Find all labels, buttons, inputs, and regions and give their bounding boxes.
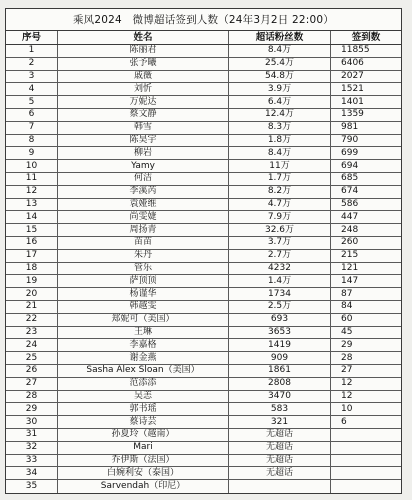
header-fans: 超话粉丝数 xyxy=(229,31,331,44)
cell-fans: 8.3万 xyxy=(229,122,331,134)
cell-checkins: 29 xyxy=(341,339,353,350)
table-row xyxy=(6,467,401,480)
cell-checkins xyxy=(331,455,401,467)
cell-no: 26 xyxy=(6,365,58,377)
table-row xyxy=(6,109,401,122)
cell-fans: 2.7万 xyxy=(229,250,331,262)
cell-fans: 11万 xyxy=(229,160,331,172)
cell-checkins xyxy=(331,467,401,479)
cell-fans: 12.4万 xyxy=(229,109,331,121)
table-row xyxy=(6,455,401,468)
cell-fans: 909 xyxy=(229,352,331,364)
cell-name: 韩越雯 xyxy=(58,301,229,313)
table-row xyxy=(6,237,401,250)
cell-fans: 25.4万 xyxy=(229,58,331,70)
table-row xyxy=(6,224,401,237)
cell-name: 郭书瑶 xyxy=(58,403,229,415)
cell-fans: 8.4万 xyxy=(229,147,331,159)
cell-name: 陈昊宇 xyxy=(58,135,229,147)
table-row xyxy=(6,275,401,288)
cell-checkins: 87 xyxy=(341,288,353,299)
cell-no: 9 xyxy=(6,147,58,159)
table-row xyxy=(6,314,401,327)
cell-checkins: 2027 xyxy=(341,70,364,81)
cell-no: 21 xyxy=(6,301,58,313)
cell-fans: 3470 xyxy=(229,391,331,403)
cell-checkins: 6 xyxy=(341,416,347,427)
cell-checkins: 27 xyxy=(341,365,353,376)
cell-no: 12 xyxy=(6,186,58,198)
cell-name: 陈丽君 xyxy=(58,45,229,57)
cell-fans: 1.8万 xyxy=(229,135,331,147)
cell-fans: 2808 xyxy=(229,378,331,390)
cell-name: 苗苗 xyxy=(58,237,229,249)
cell-checkins: 248 xyxy=(341,224,359,235)
cell-name: 管乐 xyxy=(58,263,229,275)
cell-no: 2 xyxy=(6,58,58,70)
cell-checkins: 45 xyxy=(341,326,353,337)
cell-name: 何洁 xyxy=(58,173,229,185)
cell-checkins: 790 xyxy=(341,134,359,145)
cell-fans: 3653 xyxy=(229,327,331,339)
cell-no: 11 xyxy=(6,173,58,185)
cell-fans: 3.7万 xyxy=(229,237,331,249)
table-row xyxy=(6,71,401,84)
cell-checkins xyxy=(331,480,401,493)
table-row xyxy=(6,199,401,212)
cell-name: 白婉利安（泰国） xyxy=(58,467,229,479)
table-body xyxy=(6,45,401,493)
header-name: 姓名 xyxy=(58,31,229,44)
cell-no: 5 xyxy=(6,96,58,108)
table-row xyxy=(6,83,401,96)
table-row xyxy=(6,160,401,173)
cell-name: 谢金燕 xyxy=(58,352,229,364)
table-row xyxy=(6,96,401,109)
cell-no: 1 xyxy=(6,45,58,57)
cell-fans: 7.9万 xyxy=(229,211,331,223)
cell-no: 30 xyxy=(6,416,58,428)
table-row xyxy=(6,429,401,442)
cell-fans: 无超话 xyxy=(229,442,331,454)
cell-name: 万妮达 xyxy=(58,96,229,108)
cell-fans: 无超话 xyxy=(229,455,331,467)
cell-checkins: 12 xyxy=(341,390,353,401)
cell-name: 杨谨华 xyxy=(58,288,229,300)
header-checkins: 签到数 xyxy=(351,32,381,43)
cell-fans: 6.4万 xyxy=(229,96,331,108)
cell-name: Sasha Alex Sloan（美国） xyxy=(58,365,229,377)
cell-no: 32 xyxy=(6,442,58,454)
cell-no: 14 xyxy=(6,211,58,223)
table-row xyxy=(6,135,401,148)
cell-fans: 8.2万 xyxy=(229,186,331,198)
cell-no: 3 xyxy=(6,71,58,83)
cell-no: 13 xyxy=(6,199,58,211)
cell-no: 15 xyxy=(6,224,58,236)
cell-checkins: 674 xyxy=(341,186,359,197)
cell-fans: 54.8万 xyxy=(229,71,331,83)
table-row xyxy=(6,211,401,224)
cell-checkins: 60 xyxy=(341,314,353,325)
cell-no: 4 xyxy=(6,83,58,95)
table-header-row xyxy=(6,31,401,45)
cell-checkins: 121 xyxy=(341,262,359,273)
cell-name: 李嘉格 xyxy=(58,339,229,351)
cell-fans: 无超话 xyxy=(229,429,331,441)
cell-checkins: 699 xyxy=(341,147,359,158)
cell-checkins: 11855 xyxy=(341,45,370,56)
cell-name: 柳岩 xyxy=(58,147,229,159)
cell-name: 蔡诗芸 xyxy=(58,416,229,428)
cell-no: 28 xyxy=(6,391,58,403)
header-no: 序号 xyxy=(6,31,58,44)
cell-checkins xyxy=(331,442,401,454)
cell-fans: 321 xyxy=(229,416,331,428)
cell-name: Mari xyxy=(58,442,229,454)
cell-name: 周扬青 xyxy=(58,224,229,236)
cell-no: 25 xyxy=(6,352,58,364)
cell-checkins: 6406 xyxy=(341,58,364,69)
cell-no: 23 xyxy=(6,327,58,339)
cell-checkins: 147 xyxy=(341,275,359,286)
table-title: 乘风2024 微博超话签到人数（24年3月2日 22:00） xyxy=(6,9,401,31)
cell-name: 刘忻 xyxy=(58,83,229,95)
table-row xyxy=(6,365,401,378)
table-row xyxy=(6,263,401,276)
cell-no: 31 xyxy=(6,429,58,441)
cell-fans: 1419 xyxy=(229,339,331,351)
table-row xyxy=(6,301,401,314)
cell-no: 7 xyxy=(6,122,58,134)
table-row xyxy=(6,58,401,71)
cell-name: 张予曦 xyxy=(58,58,229,70)
cell-no: 34 xyxy=(6,467,58,479)
table-row xyxy=(6,403,401,416)
cell-checkins: 215 xyxy=(341,250,359,261)
table-row xyxy=(6,250,401,263)
cell-checkins: 1401 xyxy=(341,96,364,107)
cell-name: 郑妮可（美国） xyxy=(58,314,229,326)
cell-checkins: 12 xyxy=(341,378,353,389)
cell-name: 戚薇 xyxy=(58,71,229,83)
table-row xyxy=(6,339,401,352)
cell-fans: 1734 xyxy=(229,288,331,300)
cell-fans: 1.7万 xyxy=(229,173,331,185)
cell-name: 蔡文静 xyxy=(58,109,229,121)
table-row xyxy=(6,391,401,404)
cell-checkins: 586 xyxy=(341,198,359,209)
cell-fans: 583 xyxy=(229,403,331,415)
cell-checkins: 1359 xyxy=(341,109,364,120)
cell-name: 萨顶顶 xyxy=(58,275,229,287)
cell-checkins: 260 xyxy=(341,237,359,248)
cell-name: 孙夏玲（越南） xyxy=(58,429,229,441)
data-table xyxy=(5,8,402,494)
cell-no: 17 xyxy=(6,250,58,262)
cell-no: 8 xyxy=(6,135,58,147)
cell-checkins: 1521 xyxy=(341,83,364,94)
cell-name: 袁娅维 xyxy=(58,199,229,211)
cell-fans: 4.7万 xyxy=(229,199,331,211)
cell-no: 16 xyxy=(6,237,58,249)
cell-fans: 693 xyxy=(229,314,331,326)
cell-fans xyxy=(229,480,331,493)
cell-no: 29 xyxy=(6,403,58,415)
cell-checkins: 447 xyxy=(341,211,359,222)
cell-checkins: 28 xyxy=(341,352,353,363)
table-row xyxy=(6,480,401,493)
cell-fans: 无超话 xyxy=(229,467,331,479)
cell-name: 李溪芮 xyxy=(58,186,229,198)
cell-fans: 8.4万 xyxy=(229,45,331,57)
table-row xyxy=(6,122,401,135)
cell-name: 吴恙 xyxy=(58,391,229,403)
cell-fans: 4232 xyxy=(229,263,331,275)
cell-no: 20 xyxy=(6,288,58,300)
cell-fans: 32.6万 xyxy=(229,224,331,236)
cell-no: 24 xyxy=(6,339,58,351)
cell-name: 乔伊斯（法国） xyxy=(58,455,229,467)
table-row xyxy=(6,378,401,391)
cell-fans: 2.5万 xyxy=(229,301,331,313)
cell-no: 35 xyxy=(6,480,58,493)
cell-checkins xyxy=(331,429,401,441)
cell-no: 19 xyxy=(6,275,58,287)
cell-name: 韩雪 xyxy=(58,122,229,134)
cell-no: 6 xyxy=(6,109,58,121)
cell-no: 33 xyxy=(6,455,58,467)
cell-name: 尚雯婕 xyxy=(58,211,229,223)
cell-checkins: 10 xyxy=(341,403,353,414)
cell-checkins: 981 xyxy=(341,122,359,133)
cell-no: 27 xyxy=(6,378,58,390)
cell-checkins: 685 xyxy=(341,173,359,184)
cell-checkins: 694 xyxy=(341,160,359,171)
table-row xyxy=(6,45,401,58)
cell-name: 范添添 xyxy=(58,378,229,390)
table-row xyxy=(6,442,401,455)
cell-name: Yamy xyxy=(58,160,229,172)
cell-checkins: 84 xyxy=(341,301,353,312)
table-row xyxy=(6,186,401,199)
table-row xyxy=(6,416,401,429)
cell-no: 10 xyxy=(6,160,58,172)
table-row xyxy=(6,288,401,301)
cell-no: 22 xyxy=(6,314,58,326)
cell-name: 朱丹 xyxy=(58,250,229,262)
table-row xyxy=(6,173,401,186)
cell-fans: 1861 xyxy=(229,365,331,377)
cell-name: 王琳 xyxy=(58,327,229,339)
cell-fans: 3.9万 xyxy=(229,83,331,95)
table-row xyxy=(6,147,401,160)
cell-fans: 1.4万 xyxy=(229,275,331,287)
cell-name: Sarvendah（印尼） xyxy=(58,480,229,493)
table-row xyxy=(6,327,401,340)
cell-no: 18 xyxy=(6,263,58,275)
table-row xyxy=(6,352,401,365)
